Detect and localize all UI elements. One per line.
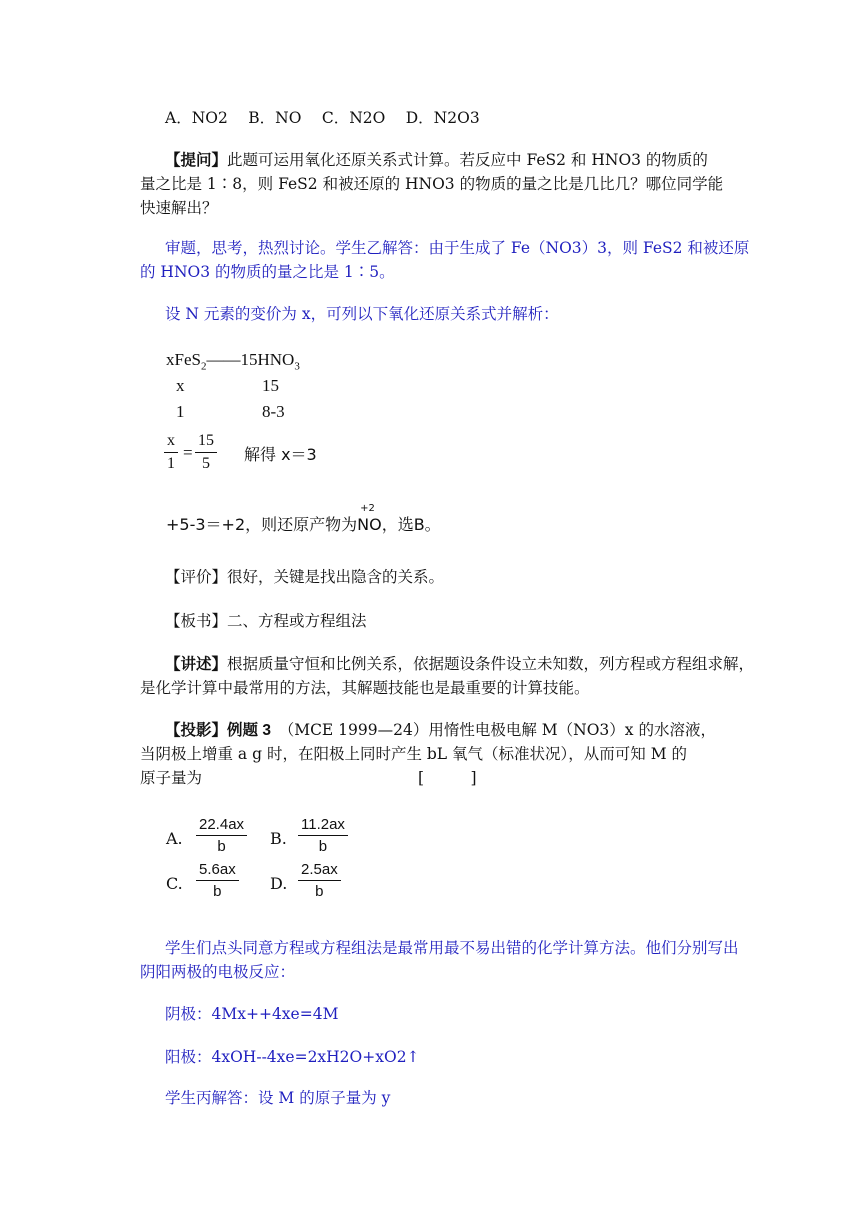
product-species <box>357 503 382 534</box>
lecture-line-2: 是化学计算中最常用的方法，其解题技能也是最重要的计算技能。 <box>140 679 590 697</box>
eq-sub-2: 2 <box>200 360 207 373</box>
anode-reaction: 阳极：4xOH--4xe=2xH2O+xO2↑ <box>165 1048 420 1066</box>
set-n-line: 设 N 元素的变价为 x，可列以下氧化还原关系式并解析： <box>165 305 559 323</box>
oxidation-state: +2 <box>360 503 375 514</box>
projection-text-1: （MCE 1999—24）用惰性电极电解 M（NO3）x 的水溶液， <box>270 721 716 739</box>
fraction-numerator: 11.2ax <box>298 816 348 836</box>
fraction-denominator: b <box>315 883 324 900</box>
lecture-text-1: 根据质量守恒和比例关系，依据题设条件设立未知数，列方程或方程组求解， <box>227 655 755 673</box>
question-line-3: 快速解出？ <box>140 199 218 217</box>
eq-row2-right: 15 <box>262 376 279 395</box>
fraction-x-over-1 <box>164 432 178 473</box>
relation-equation <box>166 350 300 372</box>
example-label: 例题 3 <box>227 722 271 739</box>
board-text: 二、方程或方程组法 <box>227 612 367 630</box>
eq-part-hno: ——15HNO <box>206 350 295 369</box>
eq-row3-left: 1 <box>176 402 185 421</box>
lecture-tag: 【讲述】 <box>165 654 228 673</box>
result-line <box>166 503 441 535</box>
fraction-numerator: 15 <box>195 432 217 453</box>
choice-c-fraction <box>196 861 239 900</box>
projection-tag: 【投影】 <box>165 720 228 739</box>
choice-c-label: C. <box>166 874 183 893</box>
evaluation-tag: 【评价】 <box>165 568 228 586</box>
fraction-numerator: x <box>164 432 178 453</box>
projection-line-3: 原子量为 <box>140 769 203 787</box>
choice-b-label: B. <box>270 829 287 848</box>
question-tag: 【提问】 <box>165 150 228 169</box>
question-text-1: 此题可运用氧化还原关系式计算。若反应中 FeS2 和 HNO3 的物质的 <box>227 151 708 169</box>
board-tag: 【板书】 <box>165 612 228 630</box>
fraction-numerator: 2.5ax <box>298 861 341 881</box>
fraction-denominator: 5 <box>202 455 210 472</box>
choice-d-label: D. <box>270 874 288 893</box>
evaluation-line <box>165 565 444 589</box>
choice-d-fraction <box>298 861 341 900</box>
question-line-1 <box>165 148 708 172</box>
projection-line-1 <box>165 718 716 743</box>
species-formula: NO <box>357 515 382 534</box>
equals-sign: = <box>183 443 193 462</box>
choice-a-label: A. <box>166 829 183 848</box>
question-line-2: 量之比是 1∶8，则 FeS2 和被还原的 HNO3 的物质的量之比是几比几？哪位同学能 <box>140 175 724 193</box>
fraction-denominator: 1 <box>167 455 175 472</box>
result-pre: +5-3＝+2，则还原产物为 <box>166 515 358 534</box>
students-agree-line-2: 阴阳两极的电极反应： <box>140 963 296 981</box>
student-b-line-2: 的 HNO3 的物质的量之比是 1∶5。 <box>140 263 395 281</box>
evaluation-text: 很好，关键是找出隐含的关系。 <box>227 568 445 586</box>
solve-text: 解得 x＝3 <box>244 445 317 464</box>
fraction-numerator: 22.4ax <box>196 816 247 836</box>
answer-bracket: [ ] <box>418 769 477 787</box>
fraction-denominator: b <box>318 838 328 855</box>
fraction-denominator: b <box>217 838 226 855</box>
board-line <box>165 609 367 633</box>
cathode-reaction: 阴极：4Mx++4xe=4M <box>165 1005 339 1023</box>
result-post: ，选B。 <box>381 515 441 534</box>
choice-b-fraction <box>298 816 348 855</box>
eq-part-fes: xFeS <box>166 350 201 369</box>
student-c-line: 学生丙解答：设 M 的原子量为 y <box>165 1089 391 1107</box>
fraction-denominator: b <box>213 883 222 900</box>
fraction-15-over-5 <box>195 432 217 473</box>
lecture-line-1 <box>165 652 754 676</box>
projection-line-2: 当阴极上增重 a g 时，在阳极上同时产生 bL 氧气（标准状况），从而可知 M 的 <box>140 745 687 763</box>
eq-row2-left: x <box>176 376 185 395</box>
eq-sub-3: 3 <box>294 360 300 373</box>
choice-a-fraction <box>196 816 247 855</box>
student-b-line-1: 审题，思考，热烈讨论。学生乙解答：由于生成了 Fe（NO3）3，则 FeS2 和被还原 <box>165 239 750 257</box>
students-agree-line-1: 学生们点头同意方程或方程组法是最常用最不易出错的化学计算方法。他们分别写出 <box>165 939 739 957</box>
eq-row3-right: 8-3 <box>262 402 285 421</box>
fraction-numerator: 5.6ax <box>196 861 239 881</box>
options-line: A．NO2 B．NO C．N2O D．N2O3 <box>165 109 480 127</box>
